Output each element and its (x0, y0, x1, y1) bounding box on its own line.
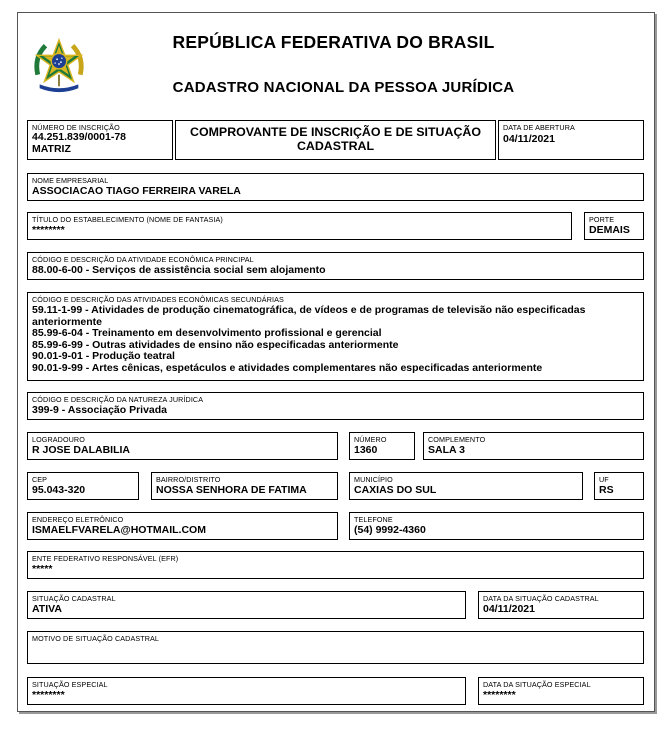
bairro-label: BAIRRO/DISTRITO (156, 475, 221, 484)
numero-field (349, 432, 415, 460)
complemento-value: SALA 3 (428, 444, 465, 456)
comprovante-title (180, 125, 491, 153)
atividades-secundarias-field (27, 292, 644, 381)
atividade-secundaria-item: 59.11-1-99 - Atividades de produção cinematográfica, de vídeos e de programas de televisão não especificadas (32, 304, 586, 316)
telefone-field (349, 512, 644, 540)
cep-value: 95.043-320 (32, 484, 86, 496)
numero-value: 1360 (354, 444, 378, 456)
efr-field (27, 551, 644, 579)
complemento-field (423, 432, 644, 460)
nome-empresarial-value: ASSOCIACAO TIAGO FERREIRA VARELA (32, 185, 241, 197)
porte-field (584, 212, 644, 240)
atividade-principal-field (27, 252, 644, 280)
efr-label: ENTE FEDERATIVO RESPONSÁVEL (EFR) (32, 554, 179, 563)
atividade-secundaria-item: 90.01-9-99 - Artes cênicas, espetáculos e atividades complementares não especificadas anteriormente (32, 361, 543, 374)
municipio-value: CAXIAS DO SUL (354, 484, 437, 496)
bairro-field (151, 472, 338, 500)
telefone-value: (54) 9992-4360 (354, 524, 426, 536)
comprovante-title-line1: COMPROVANTE DE INSCRIÇÃO E DE SITUAÇÃO (190, 125, 481, 139)
document-subtitle: CADASTRO NACIONAL DA PESSOA JURÍDICA (172, 79, 515, 96)
motivo-label: MOTIVO DE SITUAÇÃO CADASTRAL (32, 634, 160, 643)
nome-empresarial-label: NOME EMPRESARIAL (32, 176, 109, 185)
abertura-field (498, 120, 644, 160)
comprovante-title-box (175, 120, 496, 160)
atividades-secundarias-label: CÓDIGO E DESCRIÇÃO DAS ATIVIDADES ECONÔMICAS SECUNDÁRIAS (32, 295, 284, 304)
data-situacao-label: DATA DA SITUAÇÃO CADASTRAL (483, 594, 599, 603)
atividade-secundaria-item: 85.99-6-99 - Outras atividades de ensino não especificadas anteriormente (32, 338, 399, 351)
data-situacao-especial-field (478, 677, 644, 705)
fantasia-value: ******** (32, 224, 65, 236)
inscricao-number: 44.251.839/0001-78 (32, 131, 127, 143)
atividade-secundaria-item: 90.01-9-01 - Produção teatral (32, 350, 175, 362)
telefone-label: TELEFONE (354, 515, 393, 524)
natureza-juridica-label: CÓDIGO E DESCRIÇÃO DA NATUREZA JURÍDICA (32, 395, 204, 404)
uf-field (594, 472, 644, 500)
data-situacao-value: 04/11/2021 (483, 603, 535, 615)
cep-field (27, 472, 139, 500)
document-title: REPÚBLICA FEDERATIVA DO BRASIL (172, 32, 495, 52)
porte-value: DEMAIS (589, 224, 630, 236)
logradouro-field (27, 432, 338, 460)
bairro-value: NOSSA SENHORA DE FATIMA (156, 484, 307, 496)
data-situacao-especial-value: ******** (483, 689, 516, 701)
situacao-cadastral-value: ATIVA (32, 603, 62, 615)
atividade-principal-label: CÓDIGO E DESCRIÇÃO DA ATIVIDADE ECONÔMICA PRINCIPAL (32, 255, 254, 264)
comprovante-title-line2: CADASTRAL (296, 139, 375, 153)
fantasia-field (27, 212, 572, 240)
municipio-field (349, 472, 583, 500)
situacao-especial-label: SITUAÇÃO ESPECIAL (32, 680, 108, 689)
abertura-label: DATA DE ABERTURA (503, 123, 575, 132)
uf-value: RS (599, 484, 614, 496)
inscricao-type: MATRIZ (32, 143, 71, 155)
situacao-especial-field (27, 677, 466, 705)
nome-empresarial-field (27, 173, 644, 201)
atividade-secundaria-item: anteriormente (32, 315, 103, 328)
logradouro-label: LOGRADOURO (32, 435, 85, 444)
inscricao-field (27, 120, 173, 160)
efr-value: ***** (32, 563, 53, 575)
atividade-secundaria-item: 85.99-6-04 - Treinamento em desenvolvimento profissional e gerencial (32, 327, 382, 339)
natureza-juridica-field (27, 392, 644, 420)
email-field (27, 512, 338, 540)
motivo-field (27, 631, 644, 664)
email-label: ENDEREÇO ELETRÔNICO (32, 515, 124, 524)
inscricao-label: NÚMERO DE INSCRIÇÃO (32, 123, 120, 132)
porte-label: PORTE (589, 215, 615, 224)
cep-label: CEP (32, 475, 48, 484)
data-situacao-especial-label: DATA DA SITUAÇÃO ESPECIAL (483, 680, 591, 689)
abertura-value: 04/11/2021 (503, 133, 555, 145)
data-situacao-field (478, 591, 644, 619)
fantasia-label: TÍTULO DO ESTABELECIMENTO (NOME DE FANTASIA) (32, 215, 223, 224)
email-value: ISMAELFVARELA@HOTMAIL.COM (32, 524, 206, 536)
logradouro-value: R JOSE DALABILIA (32, 444, 131, 456)
complemento-label: COMPLEMENTO (428, 435, 486, 444)
uf-label: UF (599, 475, 609, 484)
numero-label: NÚMERO (354, 435, 387, 444)
situacao-cadastral-label: SITUAÇÃO CADASTRAL (32, 594, 116, 603)
municipio-label: MUNICÍPIO (354, 475, 393, 484)
situacao-cadastral-field (27, 591, 466, 619)
natureza-juridica-value: 399-9 - Associação Privada (32, 404, 168, 416)
situacao-especial-value: ******** (32, 689, 65, 701)
atividade-principal-value: 88.00-6-00 - Serviços de assistência social sem alojamento (32, 264, 326, 276)
